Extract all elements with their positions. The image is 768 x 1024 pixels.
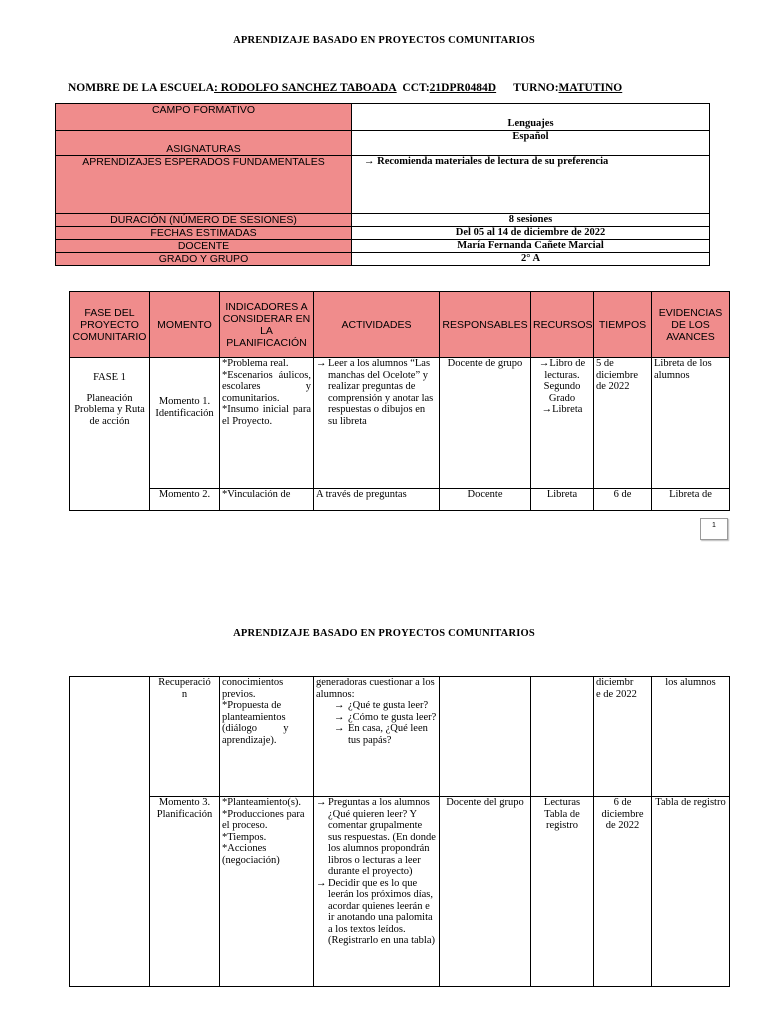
header-tiempos: TIEMPOS [594,292,652,358]
momento-cell: Momento 1. Identificación [150,358,220,489]
list-item: → Preguntas a los alumnos ¿Qué quieren leer? Y comentar grupalmente sus respuestas. (En donde los alumnos propondrán libros o lecturas a leer durante el proyecto) [316,797,437,878]
table-row [70,677,730,797]
document-title: APRENDIZAJE BASADO EN PROYECTOS COMUNITARIOS [233,628,535,639]
tiempo-cell: diciembr e de 2022 [594,677,652,797]
arrow-icon: → [538,358,550,369]
recursos-cell [531,358,594,489]
header-responsables: RESPONSABLES [440,292,531,358]
responsable-cell: Docente [440,489,531,511]
indicadores-cell: *Problema real. *Escenarios áulicos, escolares y comunitarios. *Insumo inicial para el Proyecto. [220,358,314,489]
list-item: →Libreta [541,404,583,415]
fase-cell [70,677,150,987]
duracion-value: 8 sesiones [352,214,710,227]
cct-value: 21DPR0484D [429,82,497,94]
header-momento: MOMENTO [150,292,220,358]
list-item: →Libro de lecturas. Segundo Grado [538,358,586,404]
momento-cell: Momento 3. Planificación [150,797,220,987]
cct-label: CCT: [402,82,430,94]
docente-label: DOCENTE [56,240,352,253]
actividad-cell [314,797,440,987]
fechas-value: Del 05 al 14 de diciembre de 2022 [352,227,710,240]
indicadores-cell: conocimientos previos. *Propuesta de planteamientos (diálogo y aprendizaje). [220,677,314,797]
indicadores-cell: *Vinculación de [220,489,314,511]
turno-value: MATUTINO [558,82,623,94]
evidencia-cell: los alumnos [652,677,730,797]
responsable-cell [440,677,531,797]
document-title: APRENDIZAJE BASADO EN PROYECTOS COMUNITARIOS [233,35,535,46]
fase-cell [70,358,150,511]
page-separator [0,545,768,585]
fechas-label: FECHAS ESTIMADAS [56,227,352,240]
school-name: : RODOLFO SANCHEZ TABOADA [214,82,397,94]
momento-cell: Momento 2. [150,489,220,511]
project-table-page2 [69,676,730,987]
table-row [70,358,730,489]
header-fase: FASE DEL PROYECTO COMUNITARIO [70,292,150,358]
turno-label: TURNO: [513,82,559,94]
actividad-cell [314,358,440,489]
tiempo-cell: 5 de diciembre de 2022 [594,358,652,489]
tiempo-cell: 6 de diciembre de 2022 [594,797,652,987]
asignaturas-label: ASIGNATURAS [56,131,352,156]
list-item: → En casa, ¿Qué leen tus papás? [334,723,437,746]
evidencia-cell: Libreta de los alumnos [652,358,730,489]
info-table [55,103,710,266]
fase-description: Planeación Problema y Ruta de acción [74,392,145,427]
page-number: 1 [700,518,728,540]
arrow-icon: → [364,156,375,167]
list-item: → ¿Cómo te gusta leer? [334,712,437,724]
school-line [68,82,622,94]
campo-formativo-label: CAMPO FORMATIVO [56,104,352,131]
asignaturas-value: Español [352,131,710,156]
indicadores-cell: *Planteamiento(s). *Producciones para el proceso. *Tiempos. *Acciones (negociación) [220,797,314,987]
table-row [70,489,730,511]
school-label: NOMBRE DE LA ESCUELA [68,82,215,94]
responsable-cell: Docente del grupo [440,797,531,987]
recursos-cell: Lecturas Tabla de registro [531,797,594,987]
project-table-page1 [69,291,730,511]
list-item: → Decidir que es lo que leerán los próximos días, acordar quienes leerán e ir anotando una palomita a los textos leídos. (Registrarlo en una tabla) [316,878,437,947]
tiempo-cell: 6 de [594,489,652,511]
docente-value: María Fernanda Cañete Marcial [352,240,710,253]
aprendizajes-value: → Recomienda materiales de lectura de su preferencia [352,156,710,214]
grado-label: GRADO Y GRUPO [56,253,352,266]
recursos-cell [531,677,594,797]
duracion-label: DURACIÓN (NÚMERO DE SESIONES) [56,214,352,227]
document-page-2 [0,585,768,1024]
arrow-icon: → [541,404,553,415]
header-indicadores: INDICADORES A CONSIDERAR EN LA PLANIFICACIÓN [220,292,314,358]
list-item: → ¿Qué te gusta leer? [334,700,437,712]
header-actividades: ACTIVIDADES [314,292,440,358]
responsable-cell: Docente de grupo [440,358,531,489]
list-item: → Leer a los alumnos “Las manchas del Ocelote” y realizar preguntas de comprensión y anotar las respuestas o dibujos en su libreta [316,358,437,427]
header-evidencias: EVIDENCIAS DE LOS AVANCES [652,292,730,358]
evidencia-cell: Libreta de [652,489,730,511]
fase-title: FASE 1 [93,372,126,383]
campo-formativo-value: Lenguajes [352,104,710,131]
recursos-cell: Libreta [531,489,594,511]
evidencia-cell: Tabla de registro [652,797,730,987]
aprendizajes-label: APRENDIZAJES ESPERADOS FUNDAMENTALES [56,156,352,214]
grado-value: 2° A [352,253,710,266]
momento-cell: Recuperació n [150,677,220,797]
actividad-cell: generadoras cuestionar a los alumnos: → ¿Qué te gusta leer? → ¿Cómo te gusta leer? → En casa, ¿Qué leen tus papás? [314,677,440,797]
actividad-cell: A través de preguntas [314,489,440,511]
table-row [70,797,730,987]
header-recursos: RECURSOS [531,292,594,358]
